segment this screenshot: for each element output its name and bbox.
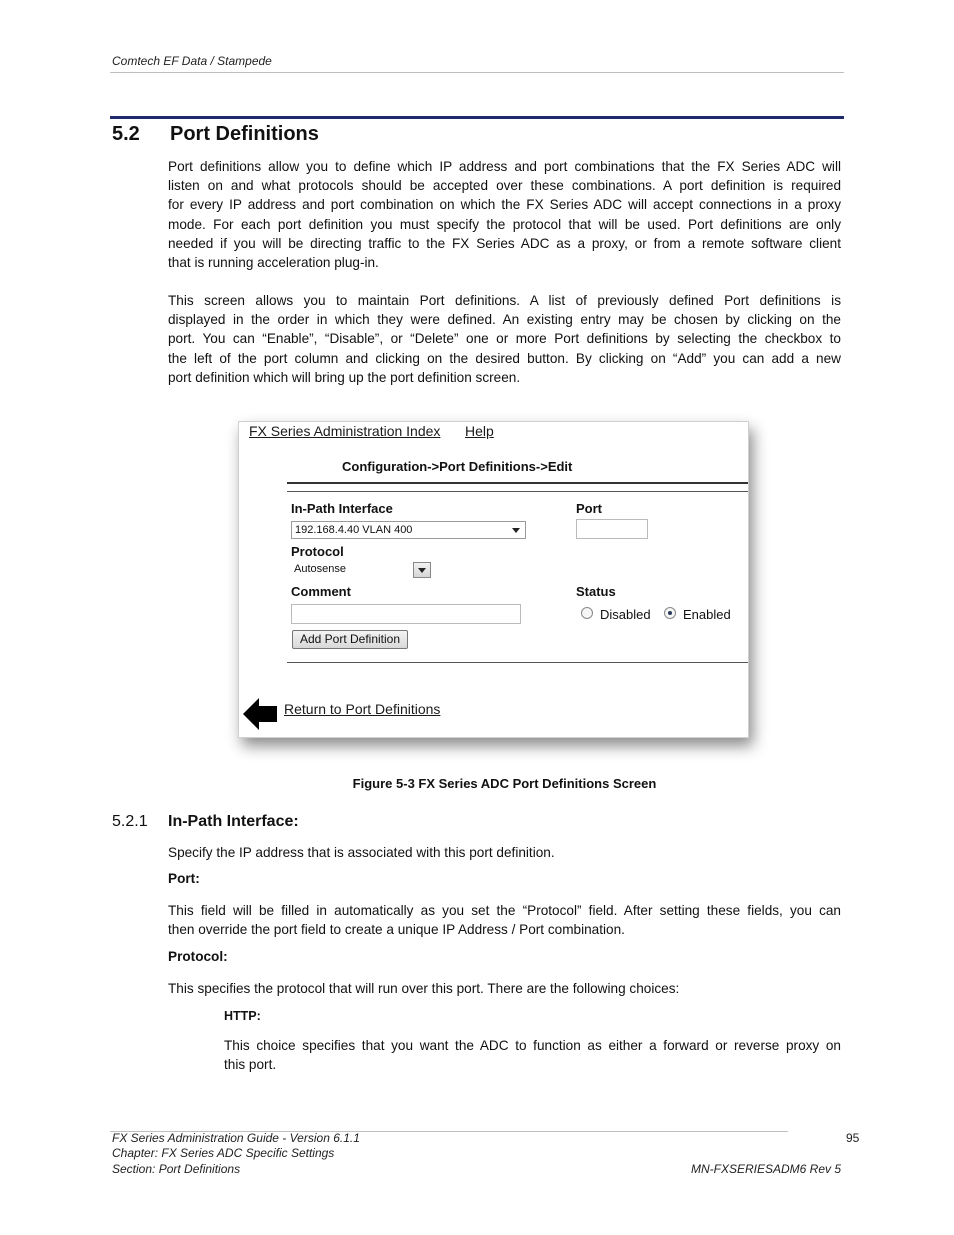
text-line: this port. <box>224 1057 277 1073</box>
status-enabled-label: Enabled <box>683 607 731 622</box>
port-description <box>168 901 841 939</box>
page-number: 95 <box>846 1131 860 1145</box>
text-line: then override the port field to create a unique IP Address / Port combination. <box>168 922 625 938</box>
section-number: 5.2 <box>112 123 140 145</box>
protocol-value: Autosense <box>294 563 346 575</box>
http-description <box>224 1036 841 1074</box>
port-input[interactable] <box>576 519 648 539</box>
comment-label: Comment <box>291 584 351 599</box>
admin-index-link[interactable]: FX Series Administration Index <box>249 423 441 439</box>
text-line: listen on and what protocols should be accepted over these combinations. A port definition is required <box>168 178 841 194</box>
inpath-interface-select[interactable] <box>291 521 526 539</box>
inpath-interface-value: 192.168.4.40 VLAN 400 <box>295 524 413 536</box>
inpath-description <box>168 843 841 862</box>
text-line: Port definitions allow you to define which IP address and port combinations that the FX Series ADC will <box>168 159 841 174</box>
footer-section: Section: Port Definitions <box>112 1162 241 1176</box>
chevron-down-icon <box>418 568 426 573</box>
footer-chapter: Chapter: FX Series ADC Specific Settings <box>112 1146 335 1160</box>
header-divider <box>110 72 844 73</box>
add-port-definition-button[interactable]: Add Port Definition <box>292 630 408 649</box>
status-label: Status <box>576 584 616 599</box>
section-divider <box>110 116 844 119</box>
protocol-label: Protocol <box>291 544 344 559</box>
text-line: This choice specifies that you want the ADC to function as either a forward or reverse proxy on <box>224 1038 841 1053</box>
text-line: port. You can “Enable”, “Disable”, or “Delete” one or more Port definitions by selecting the checkbox to <box>168 331 841 347</box>
text-line: port definition which will bring up the port definition screen. <box>168 369 521 385</box>
form-top-divider <box>287 482 748 484</box>
help-link[interactable]: Help <box>465 423 494 439</box>
subsection-number: 5.2.1 <box>112 813 148 830</box>
protocol-description <box>168 979 841 998</box>
form-top-divider <box>287 491 748 492</box>
comment-input[interactable] <box>291 604 521 624</box>
status-disabled-radio[interactable] <box>581 607 593 619</box>
screen-description-paragraph <box>168 291 841 387</box>
intro-paragraph <box>168 157 841 272</box>
status-enabled-radio[interactable] <box>664 607 676 619</box>
running-header: Comtech EF Data / Stampede <box>112 54 272 68</box>
inpath-interface-label: In-Path Interface <box>291 501 393 516</box>
text-line: for every IP address and port combination on which the FX Series ADC will accept connections in a proxy <box>168 197 841 213</box>
text-line: that is running acceleration plug-in. <box>168 255 379 271</box>
text-line: displayed in the order in which they were defined. An existing entry may be chosen by clicking on the <box>168 312 841 328</box>
figure-caption: Figure 5-3 FX Series ADC Port Definitions Screen <box>352 776 657 791</box>
protocol-dropdown-button[interactable] <box>413 562 431 578</box>
document-id: MN-FXSERIESADM6 Rev 5 <box>690 1162 841 1176</box>
section-title: Port Definitions <box>170 123 319 145</box>
status-disabled-label: Disabled <box>600 607 651 622</box>
chevron-down-icon <box>512 528 520 533</box>
text-line: needed if you will be directing traffic to the FX Series ADC as a proxy, or from a remote software client <box>168 235 841 251</box>
left-arrow-icon[interactable] <box>243 698 277 730</box>
text-line: This specifies the protocol that will run over this port. There are the following choices: <box>168 981 680 996</box>
text-line: Specify the IP address that is associated with this port definition. <box>168 845 555 860</box>
protocol-heading: Protocol: <box>168 949 228 964</box>
port-definition-screenshot <box>238 421 749 738</box>
http-heading: HTTP: <box>224 1009 261 1023</box>
port-heading: Port: <box>168 871 200 886</box>
text-line: This screen allows you to maintain Port definitions. A list of previously defined Port definitions is <box>168 293 841 308</box>
text-line: mode. For each port definition you must specify the protocol that will be used. Port definitions are only <box>168 216 841 232</box>
subsection-title: In-Path Interface: <box>168 813 299 830</box>
breadcrumb: Configuration->Port Definitions->Edit <box>342 459 573 474</box>
port-label: Port <box>576 501 602 516</box>
return-to-port-definitions-link[interactable]: Return to Port Definitions <box>284 701 441 717</box>
footer-guide: FX Series Administration Guide - Version 6.1.1 <box>112 1131 360 1145</box>
text-line: the left of the port column and clicking on the desired button. By clicking on “Add” you can add a new <box>168 350 841 366</box>
text-line: This field will be filled in automatically as you set the “Protocol” field. After setting these fields, you can <box>168 903 841 918</box>
form-bottom-divider <box>287 662 748 663</box>
